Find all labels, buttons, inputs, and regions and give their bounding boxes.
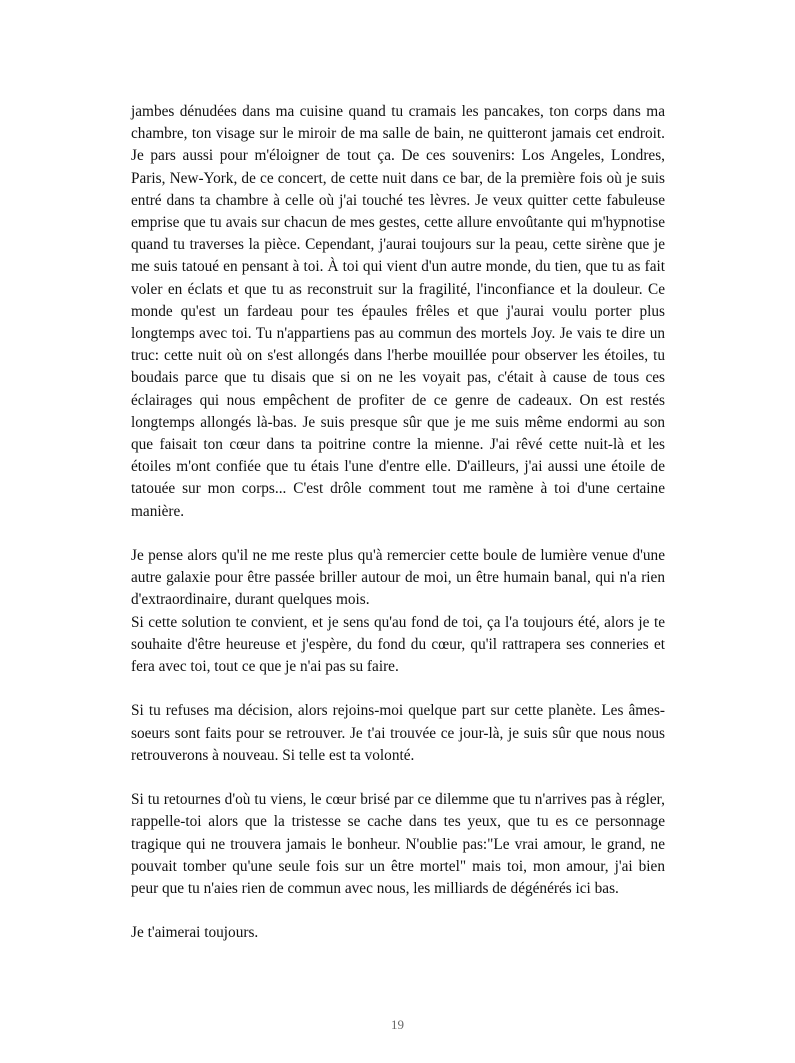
paragraph-memories: jambes dénudées dans ma cuisine quand tu cramais les pancakes, ton corps dans ma chambre, ton visage sur le miroir de ma salle de bain, ne quitteront jamais cet endroit. Je pars aussi pour m'éloigner de tout ça. De ces souvenirs: Los Angeles, Londres, Paris, New-York, de ce concert, de cette nuit dans ce bar, de la première fois où je suis entré dans ta chambre à celle où j'ai touché tes lèvres. Je veux quitter cette fabuleuse emprise que tu avais sur chacun de mes gestes, cette allure envoûtante qui m'hypnotise quand tu traverses la pièce. Cependant, j'aurai toujours sur la peau, cette sirène que je me suis tatoué en pensant à toi. À toi qui vient d'un autre monde, du tien, que tu as fait voler en éclats et que tu as reconstruit sur la fragilité, l'inconfiance et la douleur. Ce monde qu'est un fardeau pour tes épaules frêles et que j'aurai voulu porter plus longtemps avec toi. Tu n'appartiens pas au commun des mortels Joy. Je vais te dire un truc: cette nuit où on s'est allongés dans l'herbe mouillée pour observer les étoiles, tu boudais parce que tu disais que si on ne les voyait pas, c'était à cause de tous ces éclairages qui nous empêchent de profiter de ce genre de cadeaux. On est restés longtemps allongés là-bas. Je suis presque sûr que je me suis même endormi au son que faisait ton cœur dans ta poitrine contre la mienne. J'ai rêvé cette nuit-là et les étoiles m'ont confiée que tu étais l'une d'entre elle. D'ailleurs, j'ai aussi une étoile de tatouée sur mon corps... C'est drôle comment tout me ramène à toi d'une certaine manière. [131, 103, 665, 520]
paragraph-closing: Je t'aimerai toujours. [131, 924, 259, 942]
paragraph-solution: Si cette solution te convient, et je sens qu'au fond de toi, ça l'a toujours été, alors je te souhaite d'être heureuse et j'espère, du fond du cœur, qu'il rattrapera ses conneries et fera avec toi, tout ce que je n'ai pas su faire. [131, 613, 665, 676]
paragraph-return: Si tu retournes d'où tu viens, le cœur brisé par ce dilemme que tu n'arrives pas à régler, rappelle-toi alors que la tristesse se cache dans tes yeux, que tu es ce personnage tragique qui ne trouvera jamais le bonheur. N'oublie pas:"Le vrai amour, le grand, ne pouvait tomber qu'une seule fois sur un être mortel" mais toi, mon amour, j'ai bien peur que tu n'aies rien de commun avec nous, les milliards de dégénérés ici bas. [131, 791, 665, 898]
paragraph-gratitude: Je pense alors qu'il ne me reste plus qu'à remercier cette boule de lumière venue d'une autre galaxie pour être passée briller autour de moi, un être humain banal, qui n'a rien d'extraordinaire, durant quelques mois. [131, 547, 665, 609]
page-number: 19 [391, 1017, 404, 1032]
page-body [131, 101, 665, 945]
paragraph-refusal: Si tu refuses ma décision, alors rejoins-moi quelque part sur cette planète. Les âmes-soeurs sont faits pour se retrouver. Je t'ai trouvée ce jour-là, je suis sûr que nous nous retrouverons à nouveau. Si telle est ta volonté. [131, 702, 665, 764]
